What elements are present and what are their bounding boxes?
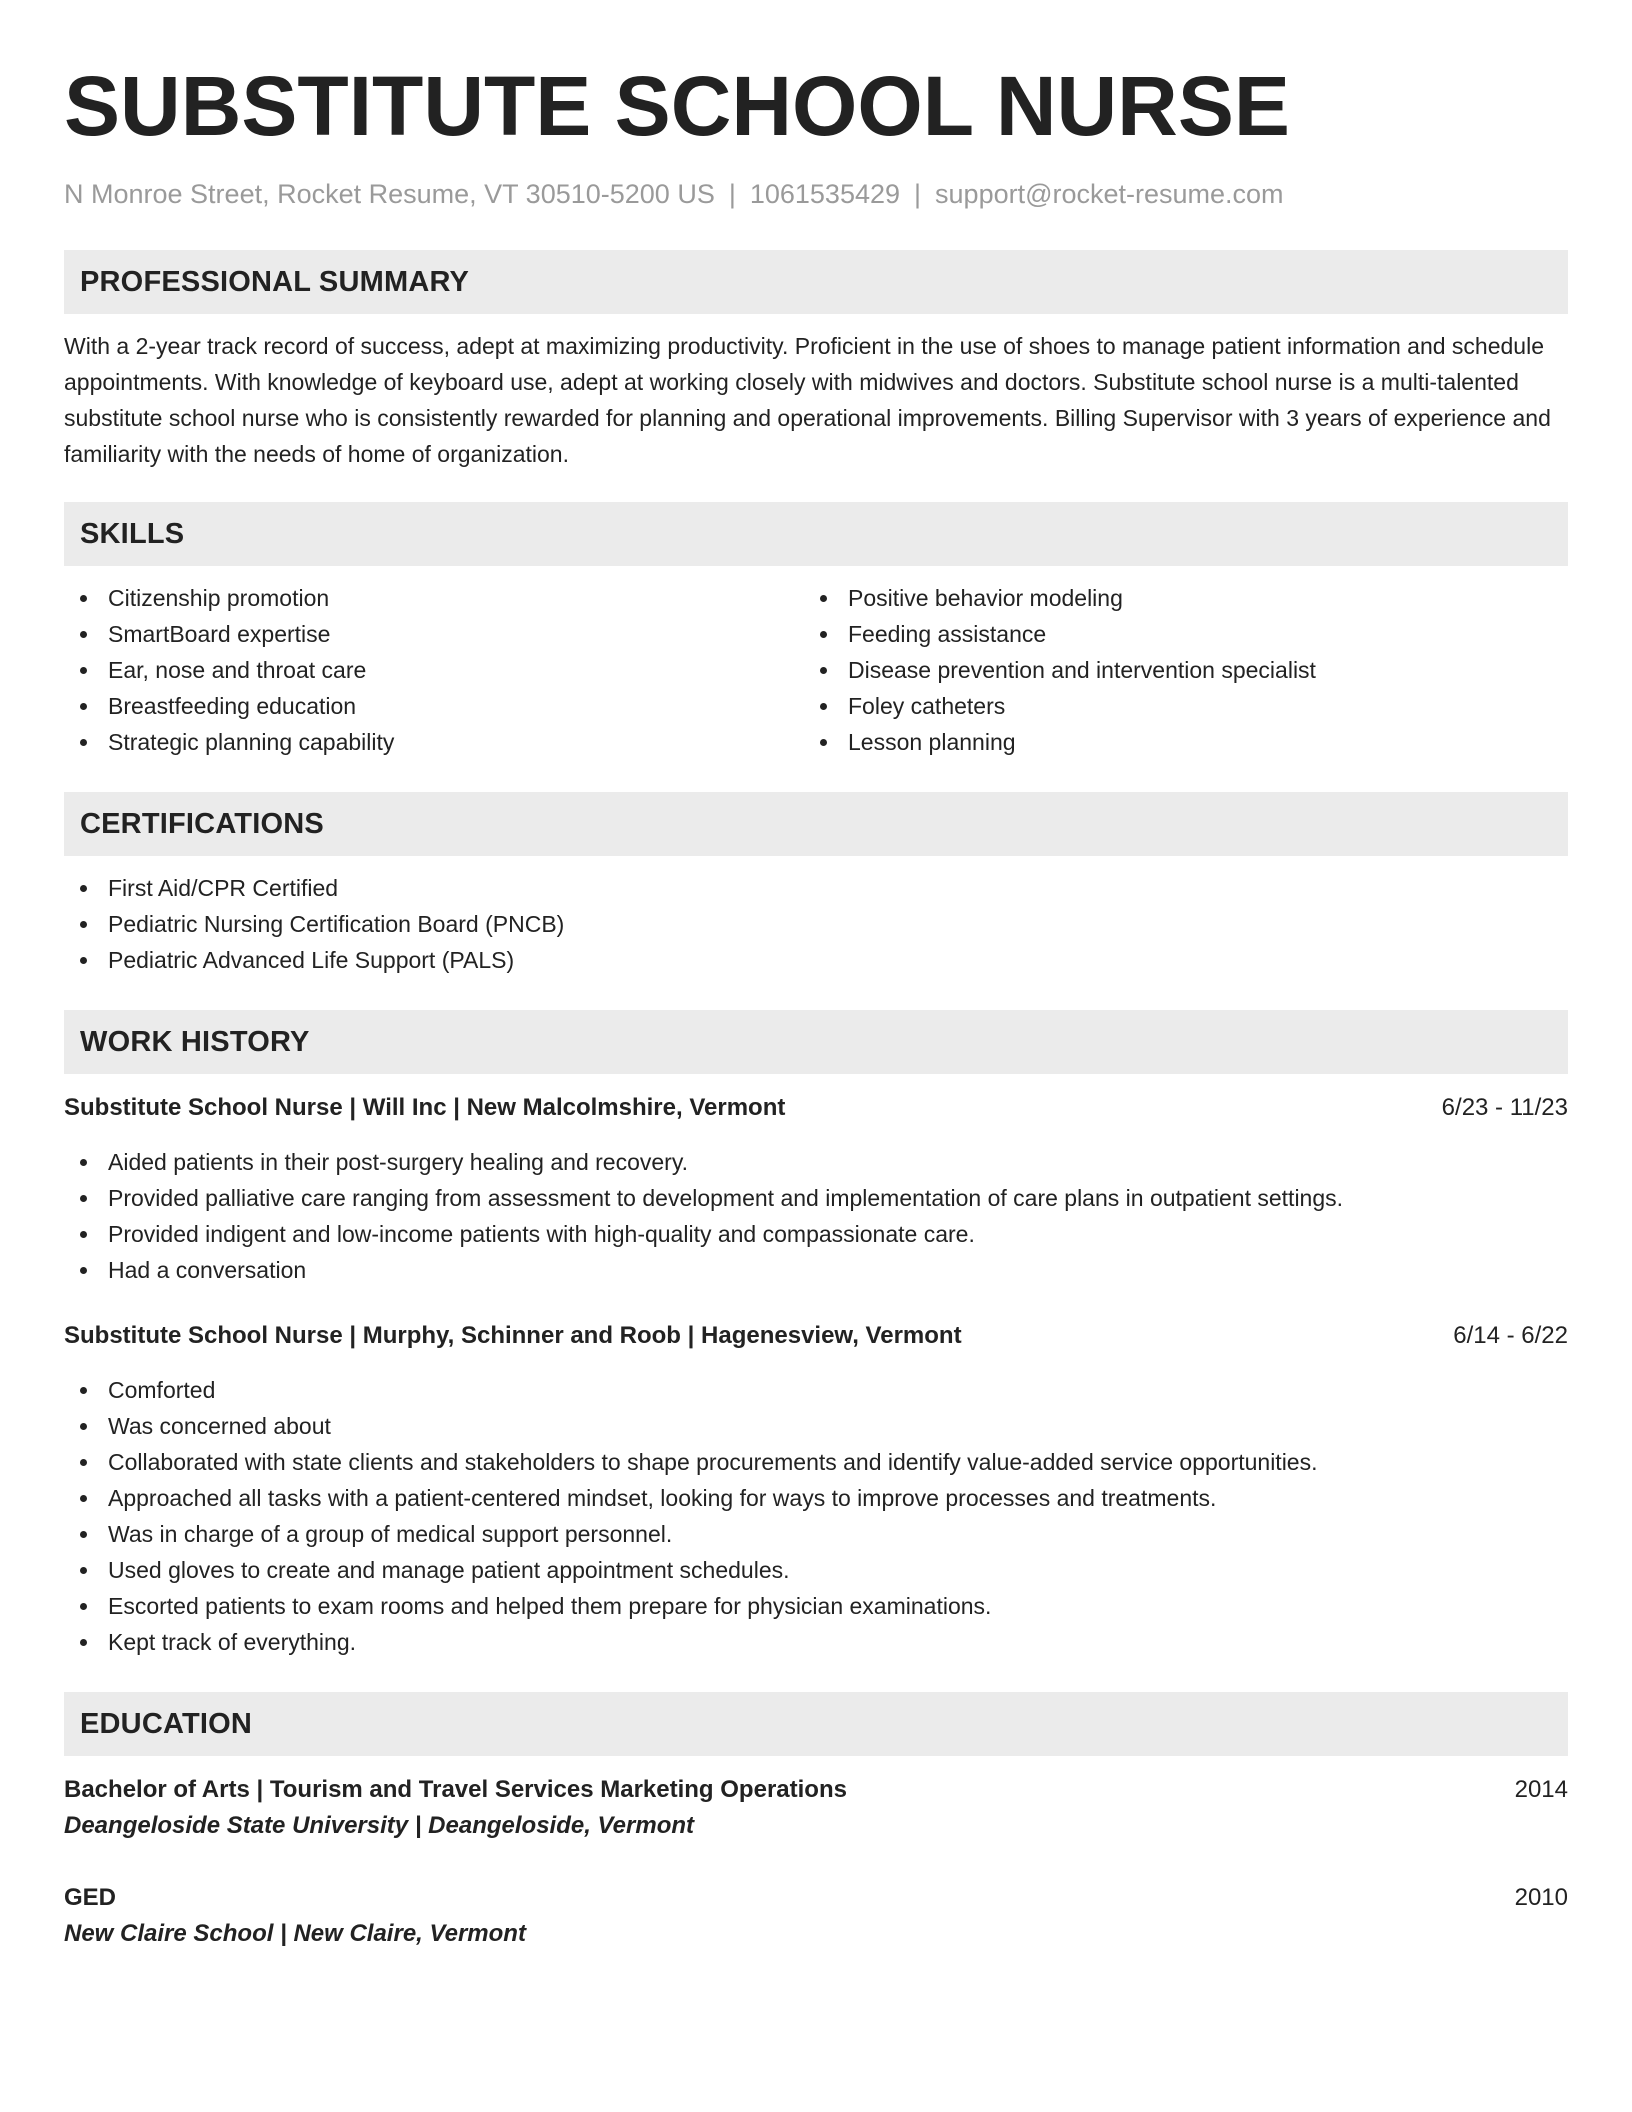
job-duties: [64, 1144, 1568, 1288]
education-degree: GED: [64, 1884, 117, 1911]
education-school: Deangeloside State University | Deangeloside, Vermont: [64, 1812, 695, 1839]
certifications-list: [64, 870, 1568, 978]
resume-name: SUBSTITUTE SCHOOL NURSE: [64, 59, 1290, 153]
education-school: New Claire School | New Claire, Vermont: [64, 1920, 526, 1947]
section-heading-certifications: CERTIFICATIONS: [64, 792, 1568, 856]
education-year: 2010: [1514, 1884, 1568, 1911]
education-entry: [64, 1772, 1568, 1844]
skill-item: Feeding assistance: [804, 616, 1544, 652]
skill-item: SmartBoard expertise: [64, 616, 804, 652]
job-duty: Used gloves to create and manage patient appointment schedules.: [64, 1552, 1568, 1588]
job-duty: Provided indigent and low-income patients with high-quality and compassionate care.: [64, 1216, 1568, 1252]
skill-item: Foley catheters: [804, 688, 1544, 724]
job-duty: Collaborated with state clients and stakeholders to shape procurements and identify value-added service opportunities.: [64, 1444, 1568, 1480]
job-dates: 6/14 - 6/22: [1453, 1322, 1568, 1349]
skill-item: Disease prevention and intervention specialist: [804, 652, 1544, 688]
education-header: [64, 1772, 1568, 1808]
skill-item: Breastfeeding education: [64, 688, 804, 724]
skill-item: Citizenship promotion: [64, 580, 804, 616]
job-duty: Was concerned about: [64, 1408, 1568, 1444]
skill-item: Lesson planning: [804, 724, 1544, 760]
job-duty: Comforted: [64, 1372, 1568, 1408]
job-duty: Kept track of everything.: [64, 1624, 1568, 1660]
section-heading-education: EDUCATION: [64, 1692, 1568, 1756]
section-heading-work-history: WORK HISTORY: [64, 1010, 1568, 1074]
contact-separator: |: [914, 179, 922, 209]
job-header: [64, 1090, 1568, 1126]
job-dates: 6/23 - 11/23: [1441, 1094, 1568, 1121]
job-title: Substitute School Nurse | Will Inc | New Malcolmshire, Vermont: [64, 1094, 786, 1121]
skill-item: Ear, nose and throat care: [64, 652, 804, 688]
certification-item: Pediatric Advanced Life Support (PALS): [64, 942, 1568, 978]
contact-line: [64, 176, 1568, 212]
job-duty: Was in charge of a group of medical support personnel.: [64, 1516, 1568, 1552]
skills-list: [64, 580, 1568, 760]
education-degree: Bachelor of Arts | Tourism and Travel Services Marketing Operations: [64, 1776, 847, 1803]
contact-separator: |: [728, 179, 736, 209]
job-duty: Aided patients in their post-surgery healing and recovery.: [64, 1144, 1568, 1180]
job-header: [64, 1318, 1568, 1354]
contact-phone: 1061535429: [749, 179, 901, 209]
skill-item: Strategic planning capability: [64, 724, 804, 760]
contact-address: N Monroe Street, Rocket Resume, VT 30510-5200 US: [64, 179, 715, 209]
skills-column-left: [64, 580, 804, 760]
section-heading-summary: PROFESSIONAL SUMMARY: [64, 250, 1568, 314]
job-duty: Had a conversation: [64, 1252, 1568, 1288]
education-year: 2014: [1514, 1776, 1568, 1803]
summary-text: With a 2-year track record of success, adept at maximizing productivity. Proficient in the use of shoes to manage patient information and schedule appointments. With knowledge of keyboard use, adept at working closely with midwives and doctors. Substitute school nurse is a multi-talented substitute school nurse who is consistently rewarded for planning and operational improvements. Billing Supervisor with 3 years of experience and familiarity with the needs of home of organization.: [64, 333, 1551, 467]
section-heading-skills: SKILLS: [64, 502, 1568, 566]
job-title: Substitute School Nurse | Murphy, Schinner and Roob | Hagenesview, Vermont: [64, 1322, 962, 1349]
job-entry: [64, 1318, 1568, 1660]
job-duties: [64, 1372, 1568, 1660]
contact-email: support@rocket-resume.com: [935, 179, 1284, 209]
certification-item: Pediatric Nursing Certification Board (PNCB): [64, 906, 1568, 942]
skills-column-right: [804, 580, 1544, 760]
education-header: [64, 1880, 1568, 1916]
skill-item: Positive behavior modeling: [804, 580, 1544, 616]
job-duty: Provided palliative care ranging from assessment to development and implementation of care plans in outpatient settings.: [64, 1180, 1568, 1216]
job-entry: [64, 1090, 1568, 1288]
certification-item: First Aid/CPR Certified: [64, 870, 1568, 906]
job-duty: Escorted patients to exam rooms and helped them prepare for physician examinations.: [64, 1588, 1568, 1624]
education-entry: [64, 1880, 1568, 1952]
job-duty: Approached all tasks with a patient-centered mindset, looking for ways to improve processes and treatments.: [64, 1480, 1568, 1516]
